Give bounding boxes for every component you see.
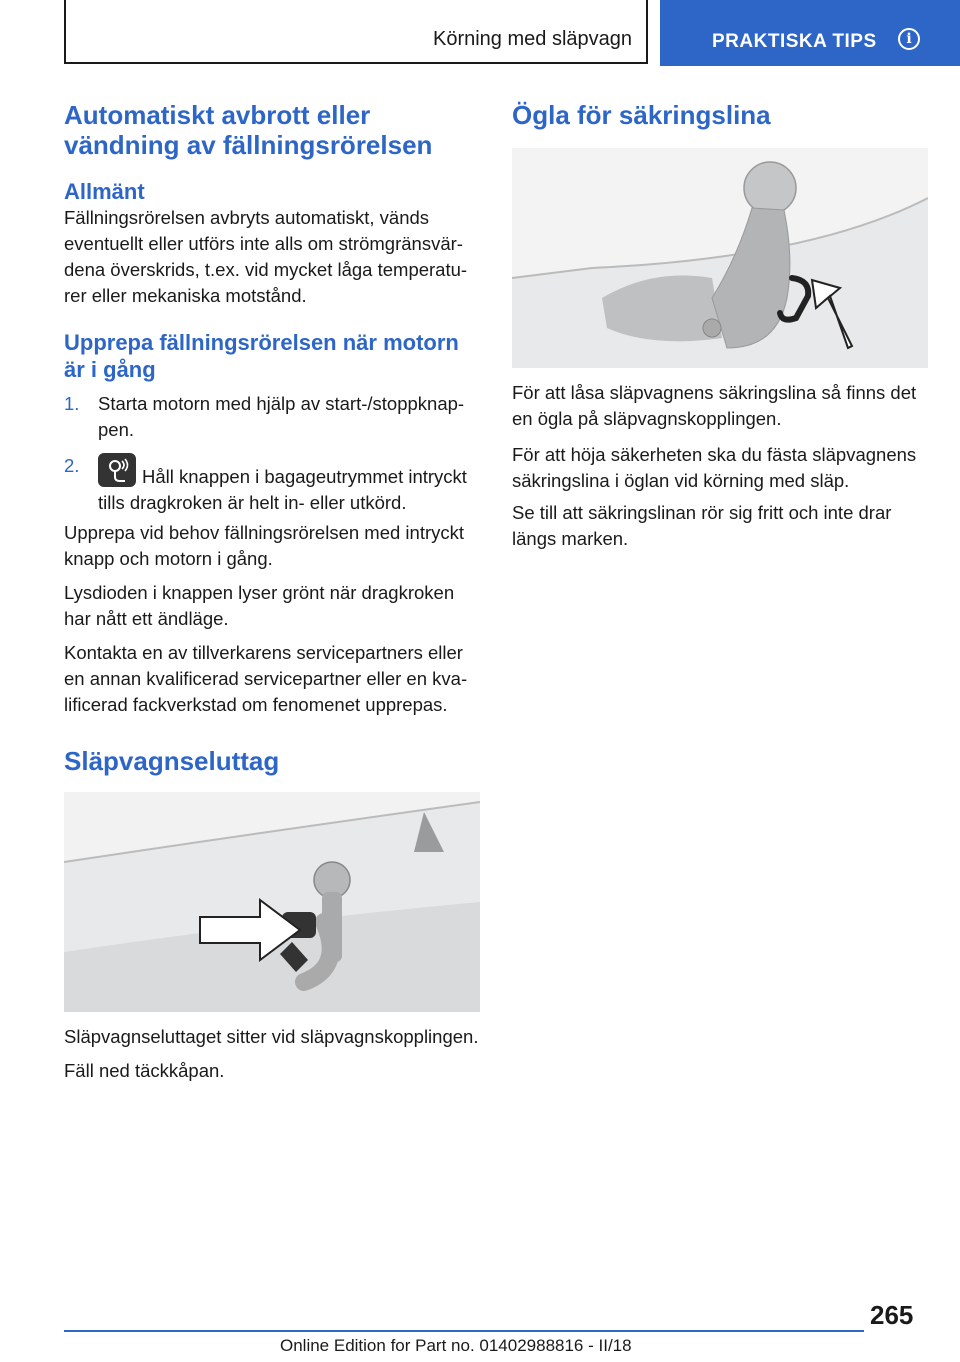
step-number: 1.: [64, 393, 80, 414]
eyelet-heading: Ögla för säkringslina: [512, 100, 771, 130]
step-number: 2.: [64, 455, 80, 476]
socket-text: Släpvagnseluttaget sitter vid släpvagnskopplingen.: [64, 1026, 479, 1047]
service-text: Kontakta en av tillverkarens servicepartners eller en annan kvalificerad servicepartner eller en kvalificerad fackverkstad om fenomenet upprepas.: [64, 642, 468, 715]
info-icon[interactable]: i: [898, 28, 920, 50]
general-heading: Allmänt: [64, 179, 145, 204]
eyelet-illustration: [512, 148, 928, 368]
tow-hook-button-icon: [98, 453, 136, 487]
ground-text: Se till att säkringslinan rör sig fritt och inte drar längs marken.: [512, 502, 892, 549]
step-text: Starta motorn med hjälp av start-/stoppknappen.: [98, 393, 465, 440]
socket-cover-text: Fäll ned täckkåpan.: [64, 1060, 225, 1081]
safety-text: För att höja säkerheten ska du fästa släpvagnens säkringslina i öglan vid körning med släp.: [512, 444, 917, 491]
header-chapter-box[interactable]: [660, 0, 960, 66]
general-text: Fällningsrörelsen avbryts automatiskt, vänds eventuellt eller utförs inte alls om strömgränsvärdena överskrids, t.ex. vid mycket låga temperaturer eller mekaniska motstånd.: [64, 207, 468, 306]
header-chapter-title: PRAKTISKA TIPS: [712, 31, 877, 52]
step-text: Håll knappen i bagageutrymmet intryckt tills dragkroken är helt in- eller utkörd.: [98, 466, 467, 513]
repeat-text: Upprepa vid behov fällningsrörelsen med intryckt knapp och motorn i gång.: [64, 522, 465, 569]
header-section-title: Körning med släpvagn: [432, 28, 632, 50]
left-column: [64, 100, 480, 1084]
list-item: [64, 453, 480, 516]
socket-heading: Släpvagnseluttag: [64, 746, 280, 776]
eyelet-text: För att låsa släpvagnens säkringslina så finns det en ögla på släpvagnskopplingen.: [512, 382, 917, 429]
repeat-heading: Upprepa fällningsrörelsen när motorn är i gång: [64, 330, 459, 382]
header-section-box: [64, 0, 648, 64]
list-item: [64, 391, 480, 443]
footer-edition: Online Edition for Part no. 01402988816 - II/18: [280, 1336, 632, 1355]
steps-list: [64, 391, 480, 516]
page-number: 265: [870, 1300, 914, 1330]
led-text: Lysdioden i knappen lyser grönt när dragkroken har nått ett ändläge.: [64, 582, 455, 629]
right-column: [512, 100, 928, 552]
socket-illustration: [64, 792, 480, 1012]
footer-divider: [64, 1330, 864, 1332]
auto-stop-heading: Automatiskt avbrott eller vändning av fällningsrörelsen: [64, 100, 433, 160]
